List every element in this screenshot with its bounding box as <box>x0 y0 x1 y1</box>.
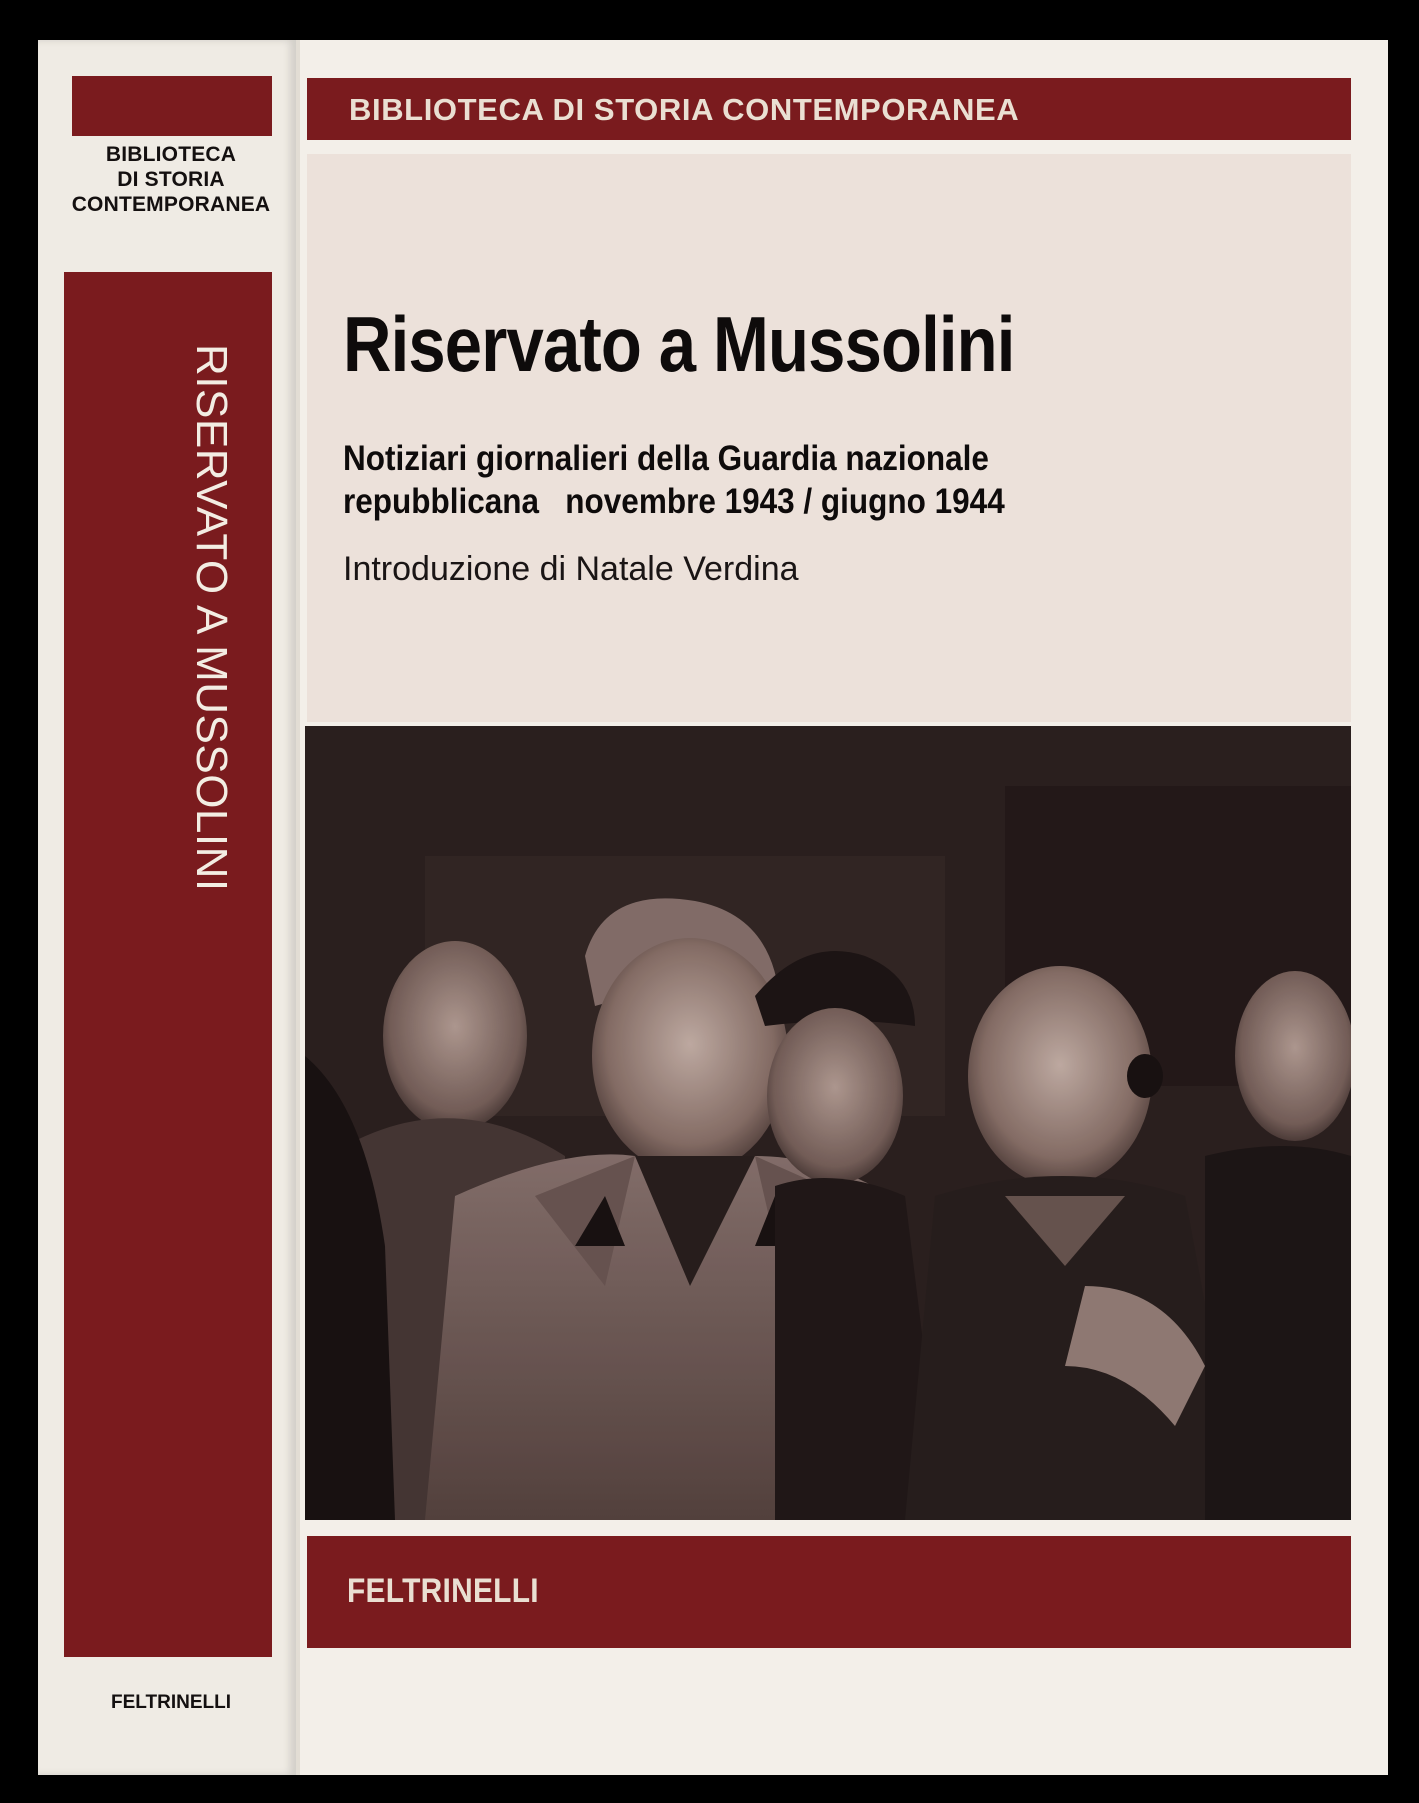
book-subtitle: Notiziari giornalieri della Guardia nazionale repubblicana novembre 1943 / giugno 1944 <box>343 439 1005 521</box>
cover-photograph <box>305 726 1351 1520</box>
book-spine <box>38 40 300 1775</box>
spine-series-name: BIBLIOTECA DI STORIA CONTEMPORANEA <box>71 143 271 216</box>
spine-top-band <box>72 76 272 136</box>
cover-series-name: BIBLIOTECA DI STORIA CONTEMPORANEA <box>349 92 1020 127</box>
cover-publisher: FELTRINELLI <box>347 1572 539 1610</box>
book-title: Riservato a Mussolini <box>343 300 1015 388</box>
spine-publisher: FELTRINELLI <box>111 1692 231 1713</box>
title-panel <box>307 154 1351 722</box>
spine-title-container <box>64 272 272 1657</box>
spine-title: RISERVATO A MUSSOLINI <box>187 344 236 892</box>
cover-footer-band <box>307 1536 1351 1648</box>
introduction-credit: Introduzione di Natale Verdina <box>343 550 799 588</box>
cover-header-band <box>307 78 1351 140</box>
front-cover <box>300 40 1388 1775</box>
photograph-illustration <box>305 726 1351 1520</box>
